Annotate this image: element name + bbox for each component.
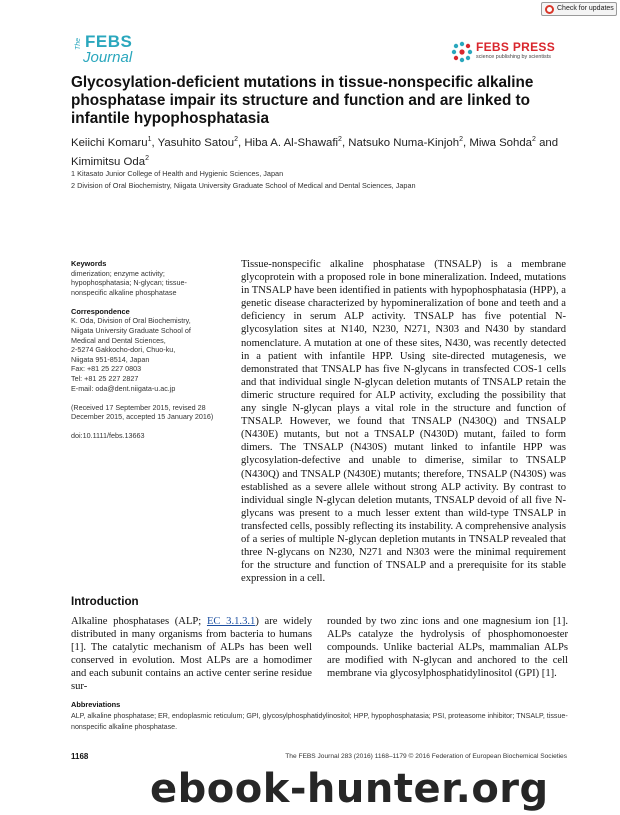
doi[interactable]: doi:10.1111/febs.13663	[71, 431, 145, 441]
febs-press-logo	[450, 40, 560, 66]
logo-the: The	[75, 37, 82, 50]
correspondence-line: Tel: +81 25 227 2827	[71, 374, 139, 384]
logo-febs: FEBS	[85, 32, 133, 51]
watermark	[150, 764, 620, 815]
author-affiliation-sup: 2	[338, 136, 342, 143]
article-sidebar	[71, 259, 231, 441]
intro-text: Alkaline phosphatases (ALP;	[71, 616, 207, 627]
correspondence-line: 2-5274 Gakkocho-dori, Chuo-ku,	[71, 345, 176, 355]
footer-citation: The FEBS Journal 283 (2016) 1168–1179 © 2016 Federation of European Biochemical Societies	[285, 753, 567, 760]
abbreviations-text: ALP, alkaline phosphatase; ER, endoplasmic reticulum; GPI, glycosylphosphatidylinositol; HPP, hypophosphatasia; PSI, proteasome inhibitor; TNSALP, tissue-nonspecific alkaline phosphatase.	[71, 712, 568, 731]
crossmark-icon	[545, 5, 554, 14]
author-name: Miwa Sohda	[469, 136, 533, 149]
author-affiliation-sup: 2	[532, 136, 536, 143]
febs-journal-logo	[75, 32, 145, 66]
ec-number-link[interactable]: EC 3.1.3.1	[206, 616, 256, 627]
article-title: Glycosylation-deficient mutations in tissue-nonspecific alkaline phosphatase impair its structure and function and are linked to infantile hypophosphatasia	[71, 74, 534, 127]
check-for-updates-label: Check for updates	[557, 5, 614, 12]
dates-line: (Received 17 September 2015, revised 28	[71, 402, 206, 412]
keywords-heading: Keywords	[71, 259, 107, 268]
correspondence-line: Medical and Dental Sciences,	[71, 335, 166, 345]
author-affiliation-sup: 2	[459, 136, 463, 143]
introduction-column-1	[71, 615, 312, 694]
watermark-text: ebook-hunter.org	[150, 766, 549, 812]
correspondence-line: Niigata University Graduate School of	[71, 326, 191, 336]
email-line[interactable]: E-mail: oda@dent.niigata-u.ac.jp	[71, 383, 176, 393]
abbreviations-heading: Abbreviations	[71, 700, 121, 709]
dates-line: December 2015, accepted 15 January 2016)	[71, 412, 214, 422]
keywords-line: nonspecific alkaline phosphatase	[71, 287, 177, 297]
keywords-line: dimerization; enzyme activity;	[71, 268, 165, 278]
logo-journal: Journal	[83, 49, 133, 66]
affiliation-1: 1 Kitasato Junior College of Health and Hygienic Sciences, Japan	[71, 169, 284, 178]
correspondence-heading: Correspondence	[71, 306, 130, 316]
author-name: Natsuko Numa-Kinjoh	[348, 136, 460, 149]
febs-press-dots-icon	[450, 40, 474, 64]
author-name: Hiba A. Al-Shawafi	[244, 136, 339, 149]
keywords-line: hypophosphatasia; N-glycan; tissue-	[71, 278, 187, 288]
author-list: Keiichi Komaru$^1$, Yasuhito Satou$^2$, Hiba A. Al-Shawafi$^2$, Natsuko Numa-Kinjoh$^2$, Miwa Sohda$^2$ and Kimimitsu Oda$^2$	[71, 136, 559, 169]
affiliations	[71, 168, 591, 191]
press-tagline: science publishing by scientists	[476, 54, 551, 60]
author-affiliation-sup: 1	[147, 136, 152, 143]
author-affiliation-sup: 2	[234, 136, 238, 143]
correspondence-line: Niigata 951-8514, Japan	[71, 354, 150, 364]
press-name: FEBS PRESS	[476, 40, 556, 54]
intro-text: ) are widely distributed in many organisms from bacteria to humans [1]. The catalytic mechanism of ALPs has been well conserved in evolution. Most ALPs are a homodimer and each subunit contains an active center serine residue sur-	[71, 616, 313, 693]
introduction-heading: Introduction	[71, 595, 139, 608]
check-for-updates-button[interactable]	[541, 2, 617, 16]
page-number: 1168	[71, 752, 89, 761]
author-name: Keiichi Komaru	[71, 136, 148, 149]
author-name: Yasuhito Satou	[157, 136, 235, 149]
affiliation-2: 2 Division of Oral Biochemistry, Niigata University Graduate School of Medical and Dental Sciences, Japan	[71, 180, 416, 190]
abstract: Tissue-nonspecific alkaline phosphatase (TNSALP) is a membrane glycoprotein with a proposed role in bone mineralization. Indeed, mutations in TNSALP have been identified in patients with hypophosphatasia (HPP), a genetic disease characterized by hypomineralization of bone and teeth and a deficiency in serum ALP activity. TNSALP has five potential N-glycosylation sites at N140, N230, N271, N303 and N430 by standard nomenclature. A mutation at one of these sites, N430, was recently detected in a patient with infantile HPP. Using site-directed mutagenesis, we demonstrated that TNSALP has five N-glycans in transfected COS-1 cells and that individual single N-glycan deletion mutants of TNSALP retain the dimeric structure required for ALP activity, excluding the possibility that any single N-glycan plays a vital role in the structure and function of TNSALP. However, we found that TNSALP (N430Q) and TNSALP (N430E) mutants, but not a TNSALP (N430D) mutant, failed to form dimers. The TNSALP (N430S) mutant linked to infantile HPP was glycosylation-defective and unable to dimerise, similar to TNSALP (N430Q) and TNSALP (N430E) mutants; therefore, TNSALP (N430S) was established as a severe allele without strong ALP activity. By contrast to individual single N-glycan deletion mutants, TNSALP devoid of all five N-glycans was present to a much lesser extent than wild-type TNSALP in transfected cells, possibly reflecting its instability. A comprehensive analysis of a series of multiple N-glycan depletion mutants in TNSALP revealed that three N-glycans on N230, N271 and N303 were the minimal requirement for the structure and function of TNSALP and a prerequisite for its stable expression in a cell.	[241, 259, 566, 585]
author-name: Kimimitsu Oda	[71, 156, 146, 169]
correspondence-line: Fax: +81 25 227 0803	[71, 364, 142, 374]
introduction-column-2: rounded by two zinc ions and one magnesium ion [1]. ALPs catalyze the hydrolysis of phosphomonoester compounds. Unlike bacterial ALPs, mammalian ALPs are modified with N-glycan and anchored to the cell membrane via glycosylphosphatidylinositol (GPI) [1].	[327, 616, 568, 680]
author-affiliation-sup: 2	[145, 155, 149, 163]
correspondence-line: K. Oda, Division of Oral Biochemistry,	[71, 316, 191, 326]
